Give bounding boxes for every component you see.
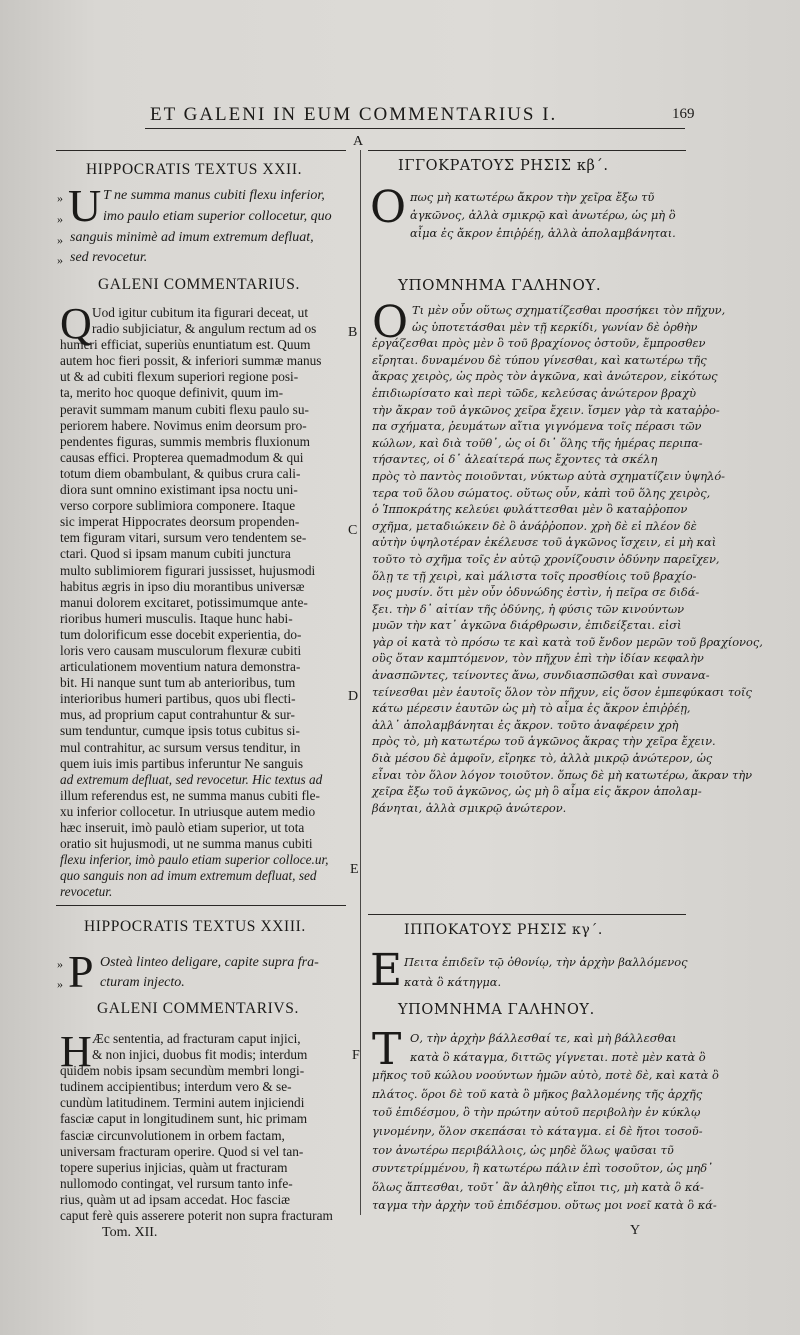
text-line: ctari. Quod si ipsam manum cubiti junctura — [60, 546, 291, 562]
quote-mark: » — [57, 212, 63, 226]
margin-letter-c: C — [348, 523, 358, 538]
drop-cap-h: H — [60, 1027, 92, 1076]
text-line: ὅλως ἅπτεσθαι, τοῦτ᾽ ἂν ἀληθὴς εἴποι τις, μὴ κατὰ ὃ κά- — [372, 1179, 704, 1194]
text-line: caput ferè quis asserere poterit non supra fracturam — [60, 1208, 333, 1224]
text-line: ὁ Ἱπποκράτης κελεύει φυλάττεσθαι μὲν ὃ καταῤῥοπον — [372, 502, 688, 517]
text-line: πα σχήματα, ῥευμάτων αἴτια γιγνόμενα τοῖς πέρασι τῶν — [372, 419, 702, 434]
text-line — [372, 833, 692, 850]
text-line: tum dolorificum esse docebit experientia, do- — [60, 626, 302, 642]
text-line: ὡς ὑποτετάσθαι μὲν τῇ κερκίδι, γωνίαν δὲ ὀρθὴν — [412, 319, 698, 334]
volume-footer: Tom. XII. — [102, 1225, 158, 1240]
left-heading-rule-1 — [56, 150, 346, 151]
hypomnema-1-heading: ΥΠΟΜΝΗΜΑ ΓΑΛΗΝΟΥ. — [398, 276, 602, 294]
text-line: diora sunt omnino existimant ipsa noctu uni- — [60, 482, 298, 498]
text-line: κάτω μέρεσιν ἑαυτῶν ὡς μὴ τὸ αἷμα ἐς ἄκρον ἐπιῤῥέῃ, — [372, 701, 691, 716]
margin-letter-b: B — [348, 325, 358, 340]
quote-mark: » — [57, 191, 63, 205]
text-line: hæc inseruit, imò paulò etiam superior, ut tota — [60, 820, 305, 835]
text-line: τοῦτο τὸ σχῆμα τοῖς ἐν αὐτῷ χρονίζουσιν ὀδύνην παρεῖχεν, — [372, 551, 720, 566]
quote-mark: » — [57, 233, 63, 247]
drop-cap-omicron: Ο — [370, 182, 407, 233]
margin-letter-a: A — [353, 134, 364, 149]
text-line: sum tenduntur, cumque ipsis totus cubitus si- — [60, 723, 300, 739]
text-line: πρὸς τὸ, μὴ κατωτέρω τοῦ ἀγκῶνος ἄκρας τὴν χεῖρα ἔχειν. — [372, 734, 716, 749]
text-line: articulationem moventium natura demonstra- — [60, 659, 301, 675]
text-line: ἀνασπῶντες, τείνοντες ἄνω, συνδιασπῶσθαι καὶ συνανα- — [372, 668, 710, 683]
quote-mark: » — [57, 957, 63, 971]
column-divider — [360, 150, 361, 1215]
text-line: radio subjiciatur, & angulum rectum ad os — [92, 321, 317, 337]
text-line: multo sublimiorem figurari jussisset, hujusmodi — [60, 562, 316, 578]
text-line: τερα τοῦ ὅλου σώματος. οὕτως οὖν, κἀπὶ τοῦ ὅλης χειρὸς, — [372, 485, 711, 500]
text-line: ἐπιδιωρίσατο καὶ περὶ τῶδε, κελεύσας ἀνώτερον βραχὺ — [372, 385, 697, 400]
textus-22-heading: HIPPOCRATIS TEXTUS XXII. — [86, 161, 303, 178]
margin-letter-e: E — [350, 862, 359, 877]
text-line: oratio sit hujusmodi, ut ne summa manus cubiti — [60, 836, 313, 852]
right-heading-rule-1 — [368, 150, 686, 151]
left-heading-rule-2 — [56, 905, 346, 906]
rhesis-23-heading: ΙΠΠΟΚΑΤΟΥΣ ΡΗΣΙΣ κγ΄. — [404, 922, 603, 938]
text-line: χεῖρα ἔξω τοῦ ἀγκῶνος, ὡς μὴ ὃ αἷμα εἰς ἄκρον ἀπολαμ- — [372, 784, 702, 799]
text-line: peravit summam manum cubiti flexu paulo su- — [60, 401, 309, 417]
text-line: Æc sententia, ad fracturam caput injici, — [92, 1031, 301, 1046]
text-line: sed revocetur. — [70, 250, 148, 266]
text-line: βάνηται, ἀλλὰ σμικρῷ ἀνώτερον. — [372, 800, 567, 815]
text-line: κώλων, καὶ διὰ τοῦθ᾽, ὡς οἱ δι᾽ ὅλης τῆς ἡμέρας περιπα- — [372, 435, 703, 450]
text-line: εἶναι τὸν ὅλον λόγον τοιοῦτον. ὅπως δὲ μὴ κατωτέρω, ἄκραν τὴν — [372, 767, 753, 782]
text-line: xu inferior collocetur. In utriusque autem medio — [60, 803, 316, 819]
text-line: pendentes figuras, summis membris fluxionum — [60, 433, 311, 449]
commentary-1-heading: GALENI COMMENTARIUS. — [98, 276, 300, 293]
text-line: revocetur. — [60, 884, 113, 900]
rhesis-22-heading: ΙΓΓΟΚΡΑΤΟΥΣ ΡΗΣΙΣ κβ΄. — [398, 158, 609, 174]
text-line: ἐργάζεσθαι πρὸς μὲν ὃ τοῦ βραχίονος ὀστοῦν, ἔμπροσθεν — [372, 336, 706, 351]
drop-cap-omicron-2: Ο — [372, 297, 409, 348]
text-line: τὴν ἄκραν τοῦ ἀγκῶνος χεῖρα ἔχειν. ἴσμεν γὰρ τὰ καταῤῥο- — [372, 402, 720, 417]
text-line: κατὰ ὃ κάτηγμα. — [404, 975, 502, 989]
text-line: & non injici, duobus fit modis; interdum — [92, 1047, 308, 1063]
text-line: interioribus humeri partibus, quos ubi flecti- — [60, 691, 296, 707]
text-line: periorem habere. Novimus enim deorsum pro- — [60, 417, 307, 433]
text-line: quidem nobis ipsam secundùm membri longi- — [60, 1063, 305, 1079]
text-line: flexu inferior, imò paulo etiam superior colloce.ur, — [60, 852, 329, 868]
text-line: ὅλῃ τε τῇ χειρὶ, καὶ μάλιστα τοῖς προσθίοις τοῦ βραχίο- — [372, 568, 697, 583]
text-line: μυῶν τὴν κατ᾽ ἀγκῶνα διάρθρωσιν, ἐπιδείξεται. εἰσὶ — [372, 618, 682, 633]
text-line: τον ἀνωτέρω περιβάλλοις, ὡς μηδὲ ὅλως ψαῦσαι τῦ — [372, 1142, 674, 1157]
text-line: γινομένην, ὅλον σκεπάσαι τὸ κάταγμα. εἰ δὲ ἤτοι τοσοῦ- — [372, 1123, 703, 1138]
text-line: συντετρίμμένου, ἢ κατωτέρω πάλιν ἐπὶ τοσοῦτον, ὡς μηδ᾽ — [372, 1161, 713, 1176]
text-line: sanguis minimè ad imum extremum defluat, — [70, 229, 314, 245]
quote-mark: » — [57, 977, 63, 991]
text-line: ad extremum defluat, sed revocetur. Hic textus ad — [60, 771, 323, 787]
text-line: bit. Hi nanque sunt tum ab anterioribus, tum — [60, 675, 296, 691]
text-line: Osteà linteo deligare, capite supra fra- — [100, 955, 319, 970]
text-line: διὰ μέσου δὲ ἀμφοῖν, εἴρηκε τὸ, ἀλλὰ μικρῷ ἀνώτερον, ὡς — [372, 751, 713, 766]
textus-23-heading: HIPPOCRATIS TEXTUS XXIII. — [84, 918, 306, 935]
text-line: τήσαντες, οἱ δ᾽ ἀλεαίτερά πως ἔχοντες τὰ σκέλη — [372, 452, 658, 467]
text-line: illum referendus est, ne summa manus cubiti fle- — [60, 787, 320, 803]
text-line: κατὰ ὃ κάταγμα, διττῶς γίγνεται. ποτὲ μὲν κατὰ ὃ — [410, 1049, 706, 1064]
hypomnema-2-text — [372, 1024, 719, 1215]
text-line: αἷμα ἐς ἄκρον ἐπιῤῥέῃ, ἀλλὰ ἀπολαμβάνηται. — [410, 226, 676, 240]
text-line: σχῆμα, μεταδιώκειν δὲ ὃ ἀνάῤῥοπον. χρὴ δὲ εἰ πλέον δὲ — [372, 518, 697, 533]
text-line: πως μὴ κατωτέρω ἄκρον τὴν χεῖρα ἔξω τῦ — [410, 190, 655, 204]
text-line: universam fracturam operire. Quod si vel tan- — [60, 1143, 304, 1159]
text-line: εἴρηται. δυναμένου δὲ τύπου γίνεσθαι, καὶ κατωτέρω τῆς — [372, 352, 707, 367]
textus-23-text — [100, 953, 345, 993]
text-line: humeri efficiat, superiùs enuntiatum est. Quum — [60, 337, 311, 353]
commentary-2-heading: GALENI COMMENTARIVS. — [97, 1000, 299, 1017]
hypomnema-2-heading: ΥΠΟΜΝΗΜΑ ΓΑΛΗΝΟΥ. — [398, 1002, 595, 1018]
signature-mark: Y — [630, 1223, 641, 1238]
text-line: fasciæ circunvolutionem in orbem factam, — [60, 1127, 285, 1143]
commentary-2-text — [60, 1027, 347, 1224]
text-line: quo sanguis non ad imum extremum defluat, sed — [60, 868, 317, 884]
quote-mark: » — [57, 253, 63, 267]
text-line — [372, 816, 692, 833]
text-line: πρὸς τὸ παντὸς ποιοῦνται, νύκτωρ αὐτὰ σχηματίζειν ὑψηλό- — [372, 468, 726, 483]
text-line: imo paulo etiam superior collocetur, quo — [103, 208, 332, 224]
running-head: ET GALENI IN EUM COMMENTARIUS I. — [150, 104, 558, 125]
text-line: ξει. τὴν δ᾽ αἰτίαν τῆς ὀδύνης, ἡ φύσις τῶν κινούντων — [372, 601, 685, 616]
margin-letter-d: D — [348, 689, 359, 704]
text-line: γὰρ οἱ κατὰ τὸ πρόσω τε καὶ κατὰ τοῦ ἔνδον μερῶν τοῦ βραχίονος, — [372, 634, 763, 649]
text-line: πλάτος. ὅροι δὲ τοῦ κατὰ ὃ μῆκος βαλλομένης τῆς ἀρχῆς — [372, 1086, 703, 1101]
textus-22-text — [70, 186, 348, 269]
text-line: autem hoc fieri possit, & inferiori summæ manus — [60, 353, 322, 369]
text-line: αὐτὴν ὑψηλοτέραν ἐκέλευσε τοῦ ἀγκῶνος ἴσχειν, εἰ μὴ καὶ — [372, 535, 717, 550]
text-line: verso corpore sublimiora componere. Itaque — [60, 498, 296, 514]
text-line: topere superius injicias, quàm ut fracturam — [60, 1159, 288, 1175]
commentary-1-text — [60, 299, 347, 900]
text-line: fasciæ caput in longitudinem sunt, hic primam — [60, 1111, 308, 1127]
text-line — [372, 850, 692, 867]
text-line: causas effici. Propterea quemadmodum & qui — [60, 449, 304, 465]
text-line: ta, merito hoc quoque definivit, quum im- — [60, 385, 284, 401]
header-rule — [145, 128, 685, 129]
text-line: νος μυσίν. ὅτι μὲν οὖν ὀδυνώδης ἐστὶν, ἡ πεῖρα σε διδά- — [372, 585, 700, 600]
text-line: ἀλλ᾽ ἀπολαμβάνηται ἐς ἄκρον. τοῦτο ἀναφέρειν χρὴ — [372, 717, 679, 732]
text-line: Uod igitur cubitum ita figurari deceat, ut — [92, 305, 309, 320]
text-line: cundùm latitudinem. Termini autem injiciendi — [60, 1095, 305, 1111]
text-line: T ne summa manus cubiti flexu inferior, — [103, 188, 325, 203]
text-line: Ο, τὴν ἀρχὴν βάλλεσθαί τε, καὶ μὴ βάλλεσθαι — [410, 1031, 677, 1045]
text-line: tem figuram vitari, sursum vero tendentem se- — [60, 530, 307, 546]
text-line: nullomodo contingat, vel rursum tanto infe- — [60, 1175, 293, 1191]
text-line: rius, quàm ut ad ipsam accedat. Hoc fasciæ — [60, 1191, 291, 1207]
text-line: τοῦ ἐπιδέσμου, ὃ τὴν πρώτην αὐτοῦ περιβολὴν ἐν κύκλῳ — [372, 1105, 701, 1120]
text-line: loris vero causam musculorum flexuræ cubiti — [60, 642, 302, 658]
text-line: habitus ægris in ipso diu morantibus universæ — [60, 578, 305, 594]
text-line: mus, ad proprium caput contrahuntur & sur- — [60, 707, 295, 723]
text-line — [372, 866, 692, 883]
text-line: Πειτα ἐπιδεῖν τῷ ὀθονίῳ, τὴν ἀρχὴν βαλλόμενος — [404, 955, 688, 969]
text-line: οὓς ὅταν καμπτόμενον, τὸν πῆχυν ἐπὶ τὴν ἰδίαν κεφαλὴν — [372, 651, 704, 666]
drop-cap-u: U — [68, 180, 102, 231]
drop-cap-q: Q — [60, 299, 92, 348]
text-line: ut & ad cubiti flexum superiori regione posi- — [60, 369, 299, 385]
drop-cap-p: P — [68, 946, 94, 997]
rhesis-22-text — [410, 188, 690, 242]
text-line: sic imperat Hippocrates deorsum propenden- — [60, 514, 300, 530]
text-line: mul contrahitur, ac sursum versus tenditur, in — [60, 739, 301, 755]
text-line: ἀγκῶνος, ἀλλὰ σμικρῷ καὶ ἀνωτέρω, ὡς μὴ ὃ — [410, 208, 676, 222]
text-line: rioribus humeri musculis. Itaque hunc habi- — [60, 610, 293, 626]
text-line: manui dolorem excitaret, potissimumque ante- — [60, 594, 308, 610]
text-line: quem iuis imis partibus inferuntur Ne sanguis — [60, 755, 304, 771]
drop-cap-tau: Τ — [372, 1024, 402, 1075]
rhesis-23-text — [404, 952, 694, 992]
text-line: cturam injecto. — [100, 975, 185, 990]
page-number: 169 — [672, 106, 695, 122]
text-line: μῆκος τοῦ κώλου νοούντων ἡμῶν αὐτὸ, ποτὲ δὲ, καὶ κατὰ ὃ — [372, 1068, 719, 1083]
text-line: totum diem obambulant, & quibus crura cali- — [60, 465, 301, 481]
text-line: ἄκρας χειρὸς, ὡς πρὸς τὸν ἀγκῶνα, καὶ ἀνώτερον, εἰκότως — [372, 369, 718, 384]
text-line: τείνεσθαι μὲν ἑαυτοῖς ὅλον τὸν πῆχυν, εἰς ὅσον ἐμπεφύκασι τοῖς — [372, 684, 752, 699]
margin-letter-f: F — [352, 1048, 360, 1063]
text-line: Τι μὲν οὖν οὕτως σχηματίζεσθαι προσήκει τὸν πῆχυν, — [412, 303, 726, 317]
text-line: tudinem accipientibus; interdum vero & se- — [60, 1079, 292, 1095]
text-line: ταγμα τὴν ἀρχὴν τοῦ ἐπιδέσμου. οὕτως μοι νοεῖ κατὰ ὃ κά- — [372, 1198, 717, 1213]
hypomnema-1-text — [372, 297, 763, 883]
right-heading-rule-2 — [368, 914, 686, 915]
drop-cap-epsilon: Ε — [370, 945, 403, 996]
